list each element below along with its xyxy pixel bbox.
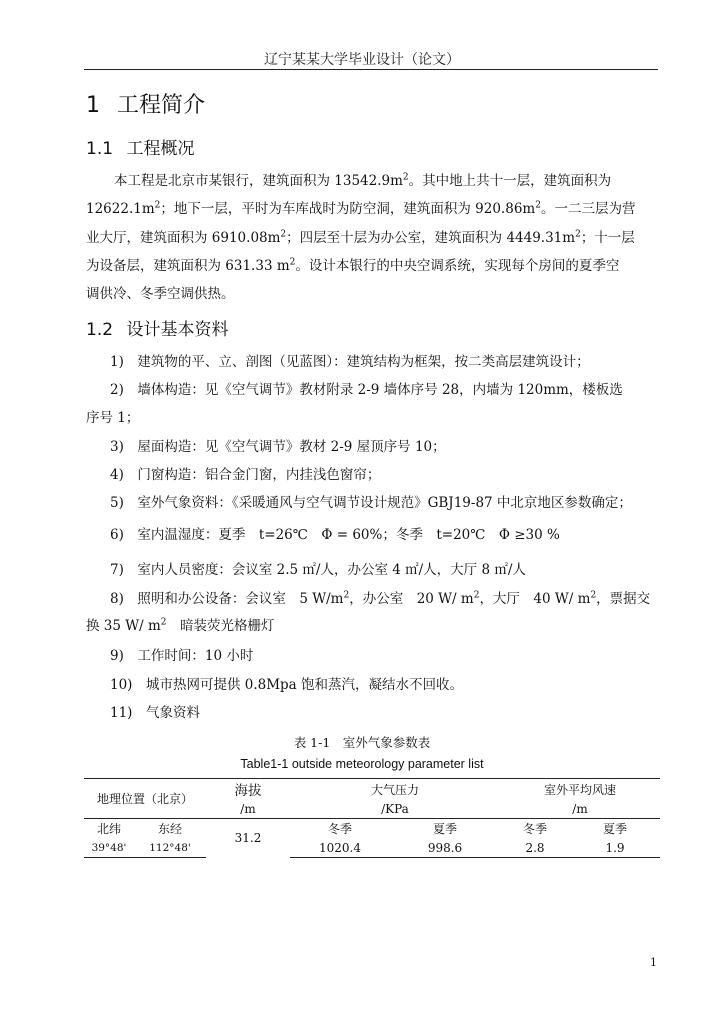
- wind-summer-value: 1.9: [570, 838, 660, 858]
- chapter-number: 1: [86, 93, 100, 118]
- table-header-row: [84, 779, 660, 800]
- altitude-value: 31.2: [206, 819, 290, 858]
- pressure-winter-label: 冬季: [290, 819, 390, 839]
- list-item-8: 8) 照明和办公设备：会议室 5 $W/m^2$，办公室 20 W/ $m^2$，大厅 40 W/ $m^2$，票据交: [110, 590, 651, 607]
- wind-winter-value: 2.8: [500, 838, 570, 858]
- lat-value: 39°48': [84, 838, 134, 858]
- table-caption-cn: 表 1-1 室外气象参数表: [293, 735, 431, 750]
- table-row: [84, 838, 660, 858]
- list-item-8-cont: 换 35 W/ $m^2$ 暗装荧光格栅灯: [86, 617, 275, 634]
- wind-summer-label: 夏季: [570, 819, 660, 839]
- overview-line-5: 调供冷、冬季空调供热。: [86, 286, 235, 302]
- section-number: 1.2: [86, 320, 114, 340]
- section-title: 设计基本资料: [126, 320, 229, 340]
- list-item-2: 2) 墙体构造：见《空气调节》教材附录 2-9 墙体序号 28，内墙为 120mm，楼板选: [110, 382, 623, 398]
- wind-header: 室外平均风速: [500, 779, 660, 800]
- chapter-heading: [86, 88, 205, 119]
- section-number: 1.1: [86, 139, 114, 159]
- wind-unit: /m: [572, 801, 588, 816]
- lon-value: 112°48': [134, 838, 206, 858]
- list-item-11: 11) 气象资料: [110, 705, 200, 721]
- pressure-winter-value: 1020.4: [290, 838, 390, 858]
- page-header: 辽宁某某大学毕业设计（论文）: [264, 52, 460, 68]
- pressure-summer-label: 夏季: [390, 819, 500, 839]
- section-title: 工程概况: [126, 139, 195, 159]
- list-item-10: 10) 城市热网可提供 0.8Mpa 饱和蒸汽，凝结水不回收。: [110, 677, 464, 693]
- overview-line-4: 为设备层，建筑面积为 631.33 $m^2$。设计本银行的中央空调系统，实现每个房间的夏季空: [86, 257, 620, 274]
- list-item-1: 1) 建筑物的平、立、剖图（见蓝图）：建筑结构为框架，按二类高层建筑设计；: [110, 354, 590, 370]
- list-item-3: 3) 屋面构造：见《空气调节》教材 2-9 屋顶序号 10；: [110, 439, 446, 455]
- pressure-unit: /KPa: [381, 801, 409, 816]
- lat-label: 北纬: [84, 819, 134, 839]
- location-header: 地理位置（北京）: [84, 779, 206, 819]
- pressure-summer-value: 998.6: [390, 838, 500, 858]
- list-item-9: 9) 工作时间：10 小时: [110, 648, 254, 664]
- section-heading-1-1: [86, 134, 194, 159]
- lon-label: 东经: [134, 819, 206, 839]
- wind-winter-label: 冬季: [500, 819, 570, 839]
- overview-line-2: $12622.1m^2$；地下一层，平时为车库战时为防空洞，建筑面积为 $920.86m^2$。一二三层为营: [86, 200, 636, 217]
- table-caption-en: Table1-1 outside meteorology parameter list: [240, 757, 484, 771]
- altitude-unit: /m: [240, 801, 256, 816]
- pressure-header: 大气压力: [290, 779, 500, 800]
- list-item-2-cont: 序号 1；: [86, 410, 140, 426]
- overview-line-1: 本工程是北京市某银行，建筑面积为 $13542.9m^2$。其中地上共十一层，建筑面积为: [114, 172, 612, 189]
- list-item-6: 6) 室内温湿度：夏季 t=26℃ Φ = 60%；冬季 t=20℃ Φ ≥30 %: [110, 527, 560, 543]
- list-item-7: 7) 室内人员密度：会议室 2.5 ㎡/人，办公室 4 ㎡/人，大厅 8 ㎡/人: [110, 562, 526, 578]
- overview-line-3: 业大厅，建筑面积为 $6910.08m^2$；四层至十层为办公室，建筑面积为 $4449.31m^2$；十一层: [86, 229, 635, 246]
- list-item-4: 4) 门窗构造：铝合金门窗，内挂浅色窗帘；: [110, 467, 381, 483]
- page-number: 1: [650, 956, 657, 969]
- list-item-5: 5) 室外气象资料：《采暖通风与空气调节设计规范》GBJ19-87 中北京地区参数确定；: [110, 495, 632, 511]
- chapter-title: 工程简介: [117, 93, 206, 118]
- section-heading-1-2: [86, 315, 228, 340]
- meteorology-table: [84, 778, 660, 858]
- table-subheader-row: [84, 819, 660, 839]
- header-rule: [84, 69, 658, 70]
- altitude-header: 海拔: [206, 779, 290, 800]
